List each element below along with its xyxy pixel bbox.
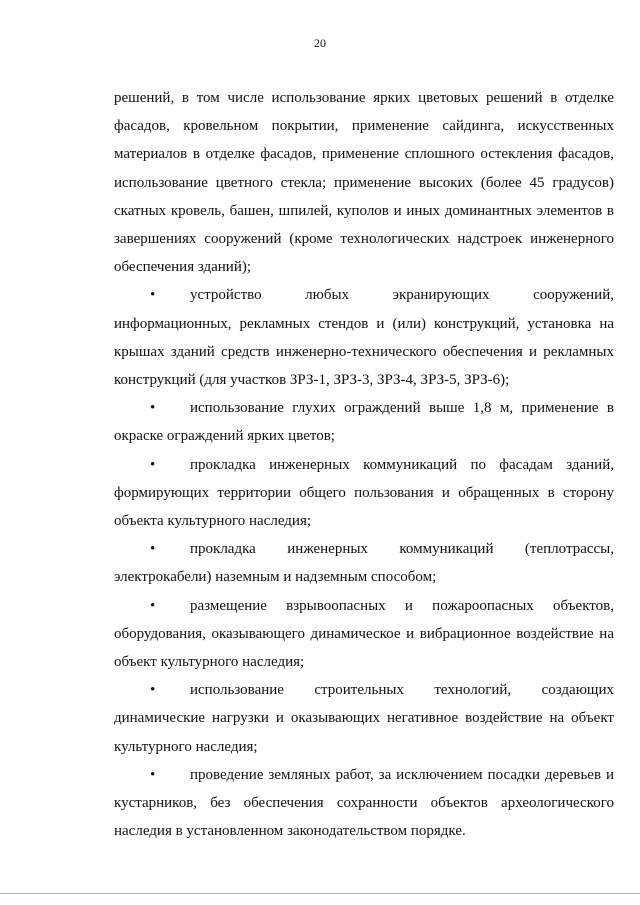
list-item — [114, 592, 614, 677]
bullet-icon: • — [150, 597, 156, 614]
bullet-icon: • — [150, 766, 156, 783]
page-bottom-divider — [0, 893, 640, 894]
list-item-text: устройство любых экранирующих сооружений, информационных, рекламных стендов и (или) конструкций, установка на крышах зданий средств инженерно-технического обеспечения и рекламных конструкций (для участков ЗРЗ-1, ЗРЗ-3, ЗРЗ-4, ЗРЗ-5, ЗРЗ-6); — [114, 287, 614, 389]
list-item — [114, 535, 614, 591]
list-item — [114, 761, 614, 846]
list-item — [114, 394, 614, 450]
list-item-text: использование строительных технологий, создающих динамические нагрузки и оказывающих негативное воздействие на объект культурного наследия; — [114, 682, 614, 755]
bullet-icon: • — [150, 400, 156, 417]
list-item — [114, 451, 614, 536]
bullet-icon: • — [150, 682, 156, 699]
list-item — [114, 676, 614, 761]
page-number: 20 — [314, 36, 326, 50]
document-body — [114, 84, 614, 845]
list-item — [114, 281, 614, 394]
bullet-icon: • — [150, 456, 156, 473]
bullet-icon: • — [150, 287, 156, 304]
bullet-icon: • — [150, 541, 156, 558]
list-item-text: прокладка инженерных коммуникаций (теплотрассы, электрокабели) наземным и надземным способом; — [114, 541, 614, 586]
list-item-text: размещение взрывоопасных и пожароопасных объектов, оборудования, оказывающего динамическое и вибрационное воздействие на объект культурного наследия; — [114, 597, 614, 671]
list-item-text: проведение земляных работ, за исключением посадки деревьев и кустарников, без обеспечения сохранности объектов археологического наследия в установленном законодательством порядке. — [114, 766, 614, 840]
intro-paragraph: решений, в том числе использование ярких цветовых решений в отделке фасадов, кровельном покрытии, применение сайдинга, искусственных материалов в отделке фасадов, применение сплошного остекления фасадов, использование цветного стекла; применение высоких (более 45 градусов) скатных кровель, башен, шпилей, куполов и иных доминантных элементов в завершениях сооружений (кроме технологических надстроек инженерного обеспечения зданий); — [114, 90, 614, 276]
list-item-text: прокладка инженерных коммуникаций по фасадам зданий, формирующих территории общего пользования и обращенных в сторону объекта культурного наследия; — [114, 456, 614, 530]
list-item-text: использование глухих ограждений выше 1,8 м, применение в окраске ограждений ярких цветов; — [114, 400, 614, 445]
